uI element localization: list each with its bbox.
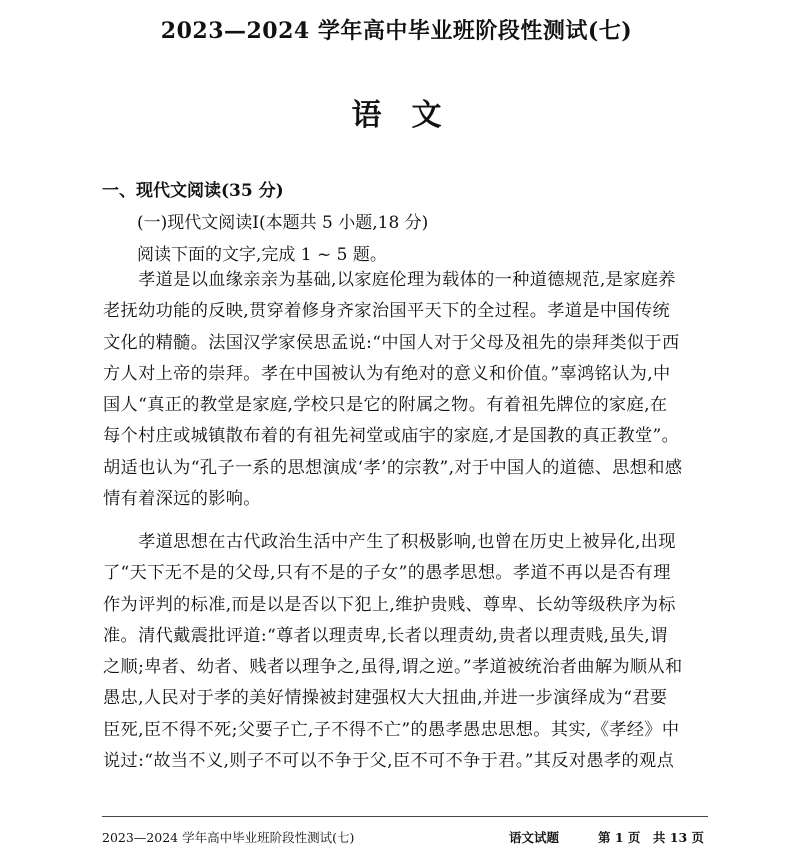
paragraph-line: 孝道思想在古代政治生活中产生了积极影响,也曾在历史上被异化,出现: [103, 532, 676, 552]
footer-exam-title: 2023—2024 学年高中毕业班阶段性测试(七): [102, 830, 355, 845]
paragraph-line: 臣死,臣不得不死;父要子亡,子不得不亡”的愚孝愚忠思想。其实,《孝经》中: [103, 719, 680, 740]
paragraph-line: 作为评判的标准,而是以是否以下犯上,维护贵贱、尊卑、长幼等级秩序为标: [103, 594, 676, 615]
passage-paragraph-1: [103, 265, 709, 515]
exam-title: 2023—2024 学年高中毕业班阶段性测试(七): [160, 18, 633, 44]
paragraph-line: 准。清代戴震批评道:“尊者以理责卑,长者以理责幼,贵者以理责贱,虽失,谓: [103, 625, 668, 646]
paragraph-line: 了“天下无不是的父母,只有不是的子女”的愚孝思想。孝道不再以是否有理: [103, 563, 671, 584]
footer-page-number: 第 1 页 共 13 页: [598, 830, 704, 845]
paragraph-line: 孝道是以血缘亲亲为基础,以家庭伦理为载体的一种道德规范,是家庭养: [103, 270, 676, 290]
reading-instruction: 阅读下面的文字,完成 1 ~ 5 题。: [137, 245, 387, 265]
footer-subject-label: 语文试题: [509, 830, 560, 845]
passage-paragraph-2: [103, 527, 709, 777]
paragraph-line: 之顺;卑者、幼者、贱者以理争之,虽得,谓之逆。”孝道被统治者曲解为顺从和: [103, 657, 683, 678]
page-footer: [102, 828, 708, 848]
subject-title: 语文: [351, 98, 472, 133]
paragraph-line: 愚忠,人民对于孝的美好情操被封建强权大大扭曲,并进一步演绎成为“君要: [103, 688, 668, 709]
paragraph-line: 说过:“故当不义,则子不可以不争于父,臣不可不争于君。”其反对愚孝的观点: [103, 751, 675, 772]
paragraph-line: 每个村庄或城镇散布着的有祖先祠堂或庙宇的家庭,才是国教的真正教堂”。: [103, 426, 680, 447]
subsection-heading: (一)现代文阅读Ⅰ(本题共 5 小题,18 分): [137, 213, 429, 233]
paragraph-line: 方人对上帝的崇拜。孝在中国被认为有绝对的意义和价值。”辜鸿铭认为,中: [103, 363, 671, 384]
paragraph-line: 国人“真正的教堂是家庭,学校只是它的附属之物。有着祖先牌位的家庭,在: [103, 395, 668, 416]
paragraph-line: 情有着深远的影响。: [103, 489, 261, 510]
paragraph-line: 胡适也认为“孔子一系的思想演成‘孝’的宗教”,对于中国人的道德、思想和感: [103, 457, 683, 478]
footer-divider: [102, 816, 708, 817]
paragraph-line: 文化的精髓。法国汉学家侯思孟说:“中国人对于父母及祖先的崇拜类似于西: [103, 332, 680, 353]
section-heading: 一、现代文阅读(35 分): [102, 181, 284, 201]
paragraph-line: 老抚幼功能的反映,贯穿着修身齐家治国平天下的全过程。孝道是中国传统: [103, 301, 671, 322]
